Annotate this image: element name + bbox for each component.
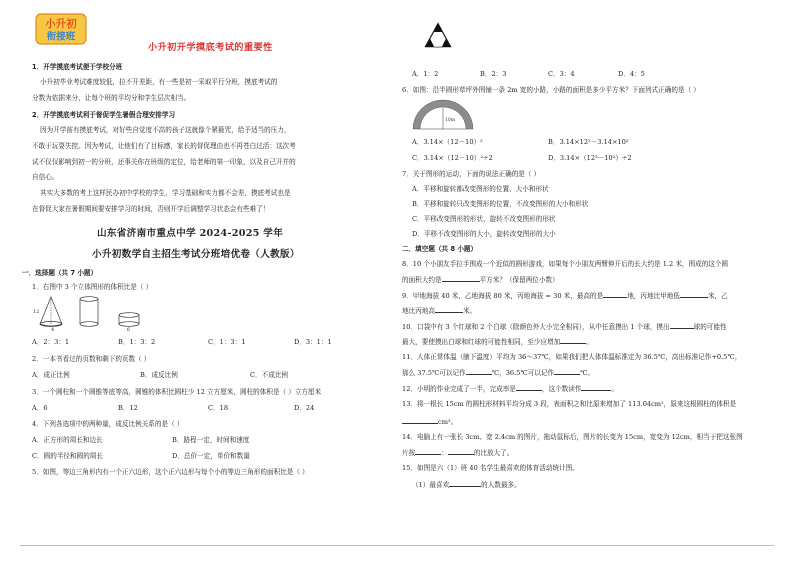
figure-height-label: 12	[33, 309, 40, 315]
question-10-line: 10．口袋中有 3 个红球和 2 个白球（除颜色外大小完全相同），从中任意摸出 1 个球，摸出 球的可能性	[402, 323, 727, 331]
option: C．3：4	[548, 70, 575, 78]
promo-section-2-heading: 2．开学摸底考试利于督促学生暑假合理安排学习	[32, 111, 176, 119]
option: D．4：5	[618, 70, 645, 78]
question-13-line: cm³。	[402, 418, 457, 427]
option: D．平移不改变图形的大小，旋转改变图形的大小	[412, 230, 556, 238]
promo-text-line: 小升初毕业考试难度较低，拉不开差距，有一些是初一采取平行分班，摸底考试的	[40, 78, 278, 86]
option: B．成反比例	[140, 371, 178, 379]
figure-cone-label: 4	[51, 327, 55, 333]
left-column	[22, 0, 384, 561]
promo-text-line: 不敢于玩耍失控。因为考试，让他们有了目标感，家长的督促理由也不再苍白过活：这次考	[32, 142, 296, 150]
question-5-stem: 5．如图，等边三角形内有一个正六边形，这个正六边形与每个小的等边三角形的面积比是（ ）	[32, 468, 309, 476]
question-9-line: 9．甲地海拔 40 米，乙地海拔 80 米，丙地海拔 = 30 米，最高的是 地，丙地比甲地低 米，乙	[402, 292, 728, 300]
option: B．12	[118, 404, 138, 412]
question-11-line: 那么 37.5℃可以记作 ℃，36.5℃可以记作 ℃。	[402, 369, 595, 377]
option: D．24	[294, 404, 315, 412]
option: C．不成比例	[250, 371, 289, 379]
semicircle-path-figure	[412, 99, 474, 131]
question-9-line: 地比丙地高 米。	[402, 307, 477, 315]
promo-text-line: 自信心。	[32, 173, 59, 181]
option: A．1：2	[412, 70, 439, 78]
question-11-line: 11．人体正常体温（腋下温度）平均为 36～37℃，如果我们把人体体温标准定为 36.5℃，高出标准记作+0.5℃，	[402, 353, 742, 361]
part2-heading: 二．填空题（共 8 小题）	[402, 245, 478, 253]
question-15-sub1: （1）最喜欢 的人数最多。	[412, 481, 521, 489]
figure-cylinder-label: 6	[127, 327, 131, 333]
option: A．6	[32, 404, 48, 412]
promo-text-line: 试不仅仅影响到初一的分班，还事关你在班级的定位，给老师的第一印象，以及自己开并的	[32, 158, 296, 166]
exam-title-line2: 小升初数学自主招生考试分班培优卷（人教版）	[92, 249, 300, 260]
promo-title: 小升初开学摸底考试的重要性	[148, 42, 273, 53]
option: C．18	[208, 404, 229, 412]
question-14-line: 片按 ： 的比放大了。	[402, 449, 514, 457]
svg-text:衔接班: 衔接班	[46, 31, 76, 43]
option: A．2：3：1	[32, 338, 70, 346]
right-column	[402, 0, 774, 561]
option: B．平移和旋转只改变图形的位置，不改变图形的大小和形状	[412, 200, 589, 208]
question-15-stem: 15．如图是六（1）班 40 名学生最喜欢的体育活动统计图。	[402, 464, 579, 472]
option: B．路程一定，时间和速度	[172, 436, 250, 444]
option: C．3.14×（12－10）²÷2	[412, 154, 493, 162]
option: A．3.14×（12－10）²	[412, 138, 483, 146]
question-6-stem: 6．如图：沿半圆形草坪外围铺一条 2m 宽的小路，小路的面积是多少平方米？下面列式正确的是（ ）	[402, 86, 700, 94]
option: C．圆的半径和圆的周长	[32, 452, 103, 460]
figure-radius-label: 10m	[445, 118, 455, 123]
promo-text-line: 分数为依据来分，让每个班的平均分和学生层次相当。	[32, 94, 191, 102]
solids-figure	[34, 295, 146, 331]
question-13-line: 13．将一根长 15cm 的圆柱形材料平均分成 3 段，表面积之和比原来增加了 113.04cm²，原来这根圆柱的体积是	[402, 400, 737, 408]
question-10-line: 最大，要使摸出白球和红球的可能性相同，至少应增加 。	[402, 338, 593, 346]
option: B．1：3：2	[118, 338, 156, 346]
question-2-stem: 2．一本书看过的页数和剩下的页数（ ）	[32, 355, 151, 363]
promo-closing-line: 其实大多数的考上这样民办初中学校的学生，学习基础和实力都不会差，摸底考试也是	[40, 189, 291, 197]
option: B．2：3	[480, 70, 507, 78]
part1-heading: 一．选择题（共 7 小题）	[22, 269, 98, 277]
option: A．成正比例	[32, 371, 70, 379]
option: A．平移和旋转都改变图形的位置、大小和形状	[412, 185, 549, 193]
question-3-stem: 3．一个圆柱和一个圆锥等底等高，圆锥的体积比圆柱少 12 立方厘米，圆柱的体积是（ ）立方厘米	[32, 388, 322, 396]
question-8-line: 的面积大约是 平方米？（保留两位小数）	[402, 276, 559, 284]
option: D．总价一定，单价和数量	[172, 452, 250, 460]
promo-text-line: 因为开学前有摸底考试，对好些自觉度不高的孩子这就像个紧箍咒，给予适当的压力，	[40, 126, 291, 134]
option: A．正方形的周长和边长	[32, 436, 103, 444]
option: C．1：3：1	[208, 338, 246, 346]
question-7-stem: 7．关于图形的运动，下面的说法正确的是（ ）	[402, 170, 541, 178]
promo-closing-line: 在督促大家在暑假期间要安排学习的时间，否则开学后调整学习状态会有些难了！	[32, 205, 270, 213]
question-14-line: 14．电脑上有一张长 3cm、宽 2.4cm 的图片，拖动鼠标后，图片的长变为 15cm，宽变为 12cm，相当于把这张图	[402, 433, 743, 441]
option: D．3.14×（12²－10²）÷2	[548, 154, 632, 162]
question-1-stem: 1．右图中 3 个立体图形的体积比是（ ）	[32, 283, 153, 291]
option: B．3.14×12²－3.14×10²	[548, 138, 629, 146]
triangle-hexagon-figure	[424, 22, 454, 49]
option: C．平移改变图形的形状，旋转不改变图形的形状	[412, 215, 556, 223]
question-4-stem: 4．下列各选项中的两种量，成反比例关系的是（ ）	[32, 420, 184, 428]
page-divider	[20, 545, 774, 546]
exam-title-line1: 山东省济南市重点中学 2024-2025 学年	[97, 228, 284, 239]
question-8-line: 8．10 个小朋友手拉手围成一个近似的圆形游戏，如果每个小朋友两臂伸开后的长大约是 1.2 米，围成的这个圆	[402, 260, 729, 268]
svg-text:小升初: 小升初	[45, 18, 77, 30]
question-12-line: 12．小明的作业完成了一半，完成率是 ，这个数读作 。	[402, 385, 619, 393]
promo-section-1-heading: 1．开学摸底考试便于学校分班	[32, 63, 123, 71]
option: D．3：1：1	[294, 338, 332, 346]
